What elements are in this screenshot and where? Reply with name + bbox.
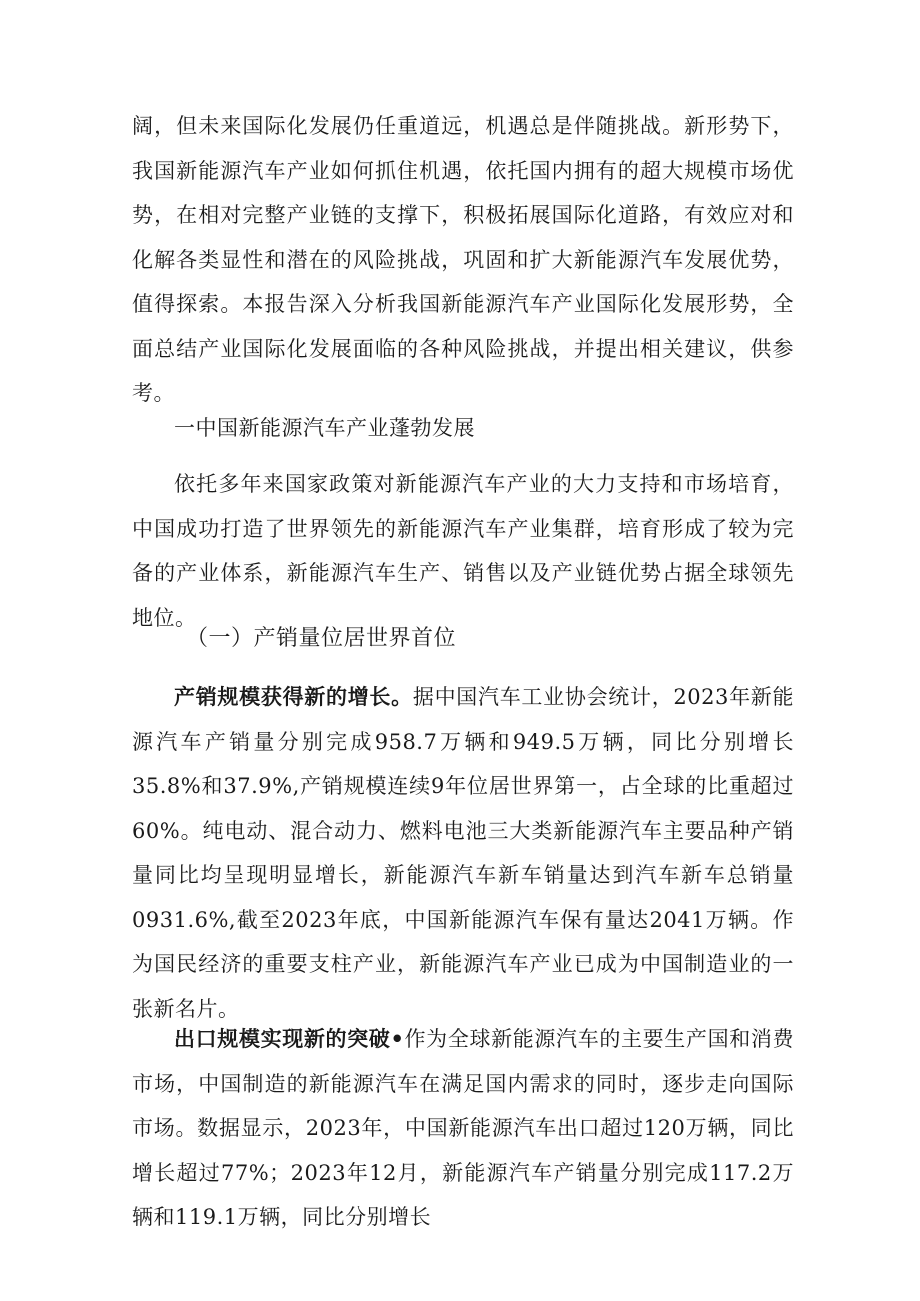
paragraph-body-text: 作为全球新能源汽车的主要生产国和消费市场，中国制造的新能源汽车在满足国内需求的同时，逐步走向国际市场。数据显示，2023年，中国新能源汽车出口超过120万辆，同比增长超过77%；2023年12月，新能源汽车产销量分别完成117.2万辆和119.1万辆，同比分别增长	[132, 1027, 795, 1229]
body-paragraph	[132, 675, 794, 1031]
paragraph-lead-text: 出口规模实现新的突破•	[174, 1027, 405, 1051]
intro-paragraph: 阔，但未来国际化发展仍任重道远，机遇总是伴随挑战。新形势下，我国新能源汽车产业如何抓住机遇，依托国内拥有的超大规模市场优势，在相对完整产业链的支撑下，积极拓展国际化道路，有效应对和化解各类显性和潜在的风险挑战，巩固和扩大新能源汽车发展优势，值得探索。本报告深入分析我国新能源汽车产业国际化发展形势，全面总结产业国际化发展面临的各种风险挑战，并提出相关建议，供参考。	[132, 114, 794, 405]
body-paragraph	[132, 1017, 794, 1240]
section-heading: 一中国新能源汽车产业蓬勃发展	[174, 416, 475, 440]
paragraph-lead-text: 产销规模获得新的增长。	[174, 685, 413, 709]
subsection-heading: （一）产销量位居世界首位	[186, 626, 457, 651]
paragraph-body-text: 据中国汽车工业协会统计，2023年新能源汽车产销量分别完成958.7万辆和949.5万辆，同比分别增长35.8%和37.9%,产销规模连续9年位居世界第一，占全球的比重超过60%。纯电动、混合动力、燃料电池三大类新能源汽车主要品种产销量同比均呈现明显增长，新能源汽车新车销量达到汽车新车总销量0931.6%,截至2023年底，中国新能源汽车保有量达2041万辆。作为国民经济的重要支柱产业，新能源汽车产业已成为中国制造业的一张新名片。	[132, 685, 795, 1021]
section-paragraph: 依托多年来国家政策对新能源汽车产业的大力支持和市场培育，中国成功打造了世界领先的新能源汽车产业集群，培育形成了较为完备的产业体系，新能源汽车生产、销售以及产业链优势占据全球领先地位。	[132, 472, 794, 630]
